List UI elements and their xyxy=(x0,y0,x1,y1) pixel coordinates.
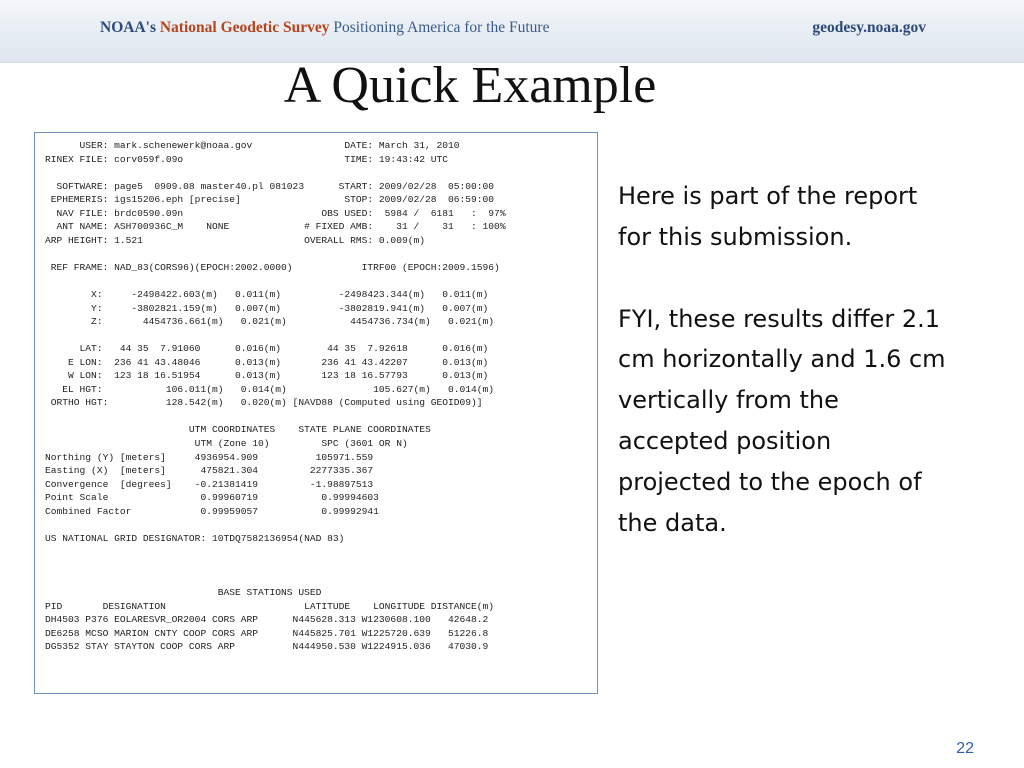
report-line: ANT NAME: ASH700936C_M NONE # FIXED AMB: 31 / 31 : 100% xyxy=(45,221,506,233)
report-line: Z: 4454736.661(m) 0.021(m) 4454736.734(m) 0.021(m) xyxy=(45,316,495,328)
notes-paragraph-1: Here is part of the report for this submission. xyxy=(618,182,918,251)
page-number: 22 xyxy=(956,740,974,757)
report-line: Easting (X) [meters] 475821.304 2277335.367 xyxy=(45,465,374,477)
report-line: DE6258 MCSO MARION CNTY COOP CORS ARP N445825.701 W1225720.639 51226.8 xyxy=(45,627,489,639)
slide-title: A Quick Example xyxy=(283,57,657,114)
report-line: SOFTWARE: page5 0909.08 master40.pl 081023 START: 2009/02/28 05:00:00 xyxy=(45,180,495,192)
banner-agency-line xyxy=(100,19,549,37)
report-line: US NATIONAL GRID DESIGNATOR: 10TDQ7582136954(NAD 83) xyxy=(45,532,345,544)
report-panel xyxy=(34,132,598,694)
header-banner xyxy=(0,0,1024,63)
report-line: ARP HEIGHT: 1.521 OVERALL RMS: 0.009(m) xyxy=(45,234,425,246)
survey-name: National Geodetic Survey xyxy=(159,19,330,36)
report-line: NAV FILE: brdc0590.09n OBS USED: 5984 / 6181 : 97% xyxy=(45,207,506,219)
report-line: REF FRAME: NAD_83(CORS96)(EPOCH:2002.0000) ITRF00 (EPOCH:2009.1596) xyxy=(45,261,500,273)
report-line: USER: mark.schenewerk@noaa.gov DATE: March 31, 2010 xyxy=(45,140,460,151)
report-line: UTM (Zone 10) SPC (3601 OR N) xyxy=(45,438,408,450)
report-line: DG5352 STAY STAYTON COOP CORS ARP N444950.530 W1224915.036 47030.9 xyxy=(45,641,489,653)
agency-name: NOAA's xyxy=(100,19,156,36)
report-text xyxy=(35,133,597,654)
tagline: Positioning America for the Future xyxy=(333,19,550,36)
report-line: EL HGT: 106.011(m) 0.014(m) 105.627(m) 0.014(m) xyxy=(45,383,495,395)
report-line: Point Scale 0.99960719 0.99994603 xyxy=(45,492,379,504)
report-line: X: -2498422.603(m) 0.011(m) -2498423.344(m) 0.011(m) xyxy=(45,289,489,301)
notes-paragraph-2: FYI, these results differ 2.1 cm horizontally and 1.6 cm vertically from the accepted position projected to the epoch of the data. xyxy=(618,304,946,537)
report-line: UTM COORDINATES STATE PLANE COORDINATES xyxy=(45,424,431,436)
report-line: Combined Factor 0.99959057 0.99992941 xyxy=(45,505,379,517)
report-line: W LON: 123 18 16.51954 0.013(m) 123 18 16.57793 0.013(m) xyxy=(45,370,489,382)
report-line: EPHEMERIS: igs15206.eph [precise] STOP: 2009/02/28 06:59:00 xyxy=(45,194,495,206)
report-line: ORTHO HGT: 128.542(m) 0.020(m) [NAVD88 (Computed using GEOID09)] xyxy=(45,397,483,409)
notes-text xyxy=(618,176,1003,584)
report-line: RINEX FILE: corv059f.09o TIME: 19:43:42 UTC xyxy=(45,153,449,165)
report-line: Y: -3802821.159(m) 0.007(m) -3802819.941(m) 0.007(m) xyxy=(45,302,489,314)
report-line: E LON: 236 41 43.48046 0.013(m) 236 41 43.42207 0.013(m) xyxy=(45,356,489,368)
report-line: Convergence [degrees] -0.21381419 -1.98897513 xyxy=(45,478,374,490)
report-line: DH4503 P376 EOLARESVR_OR2004 CORS ARP N445628.313 W1230608.100 42648.2 xyxy=(45,614,489,626)
report-line: LAT: 44 35 7.91060 0.016(m) 44 35 7.92618 0.016(m) xyxy=(45,343,489,355)
website-link: geodesy.noaa.gov xyxy=(812,19,926,36)
report-line: PID DESIGNATION LATITUDE LONGITUDE DISTANCE(m) xyxy=(45,600,495,612)
report-line: BASE STATIONS USED xyxy=(45,587,322,599)
report-line: Northing (Y) [meters] 4936954.909 105971.559 xyxy=(45,451,374,463)
